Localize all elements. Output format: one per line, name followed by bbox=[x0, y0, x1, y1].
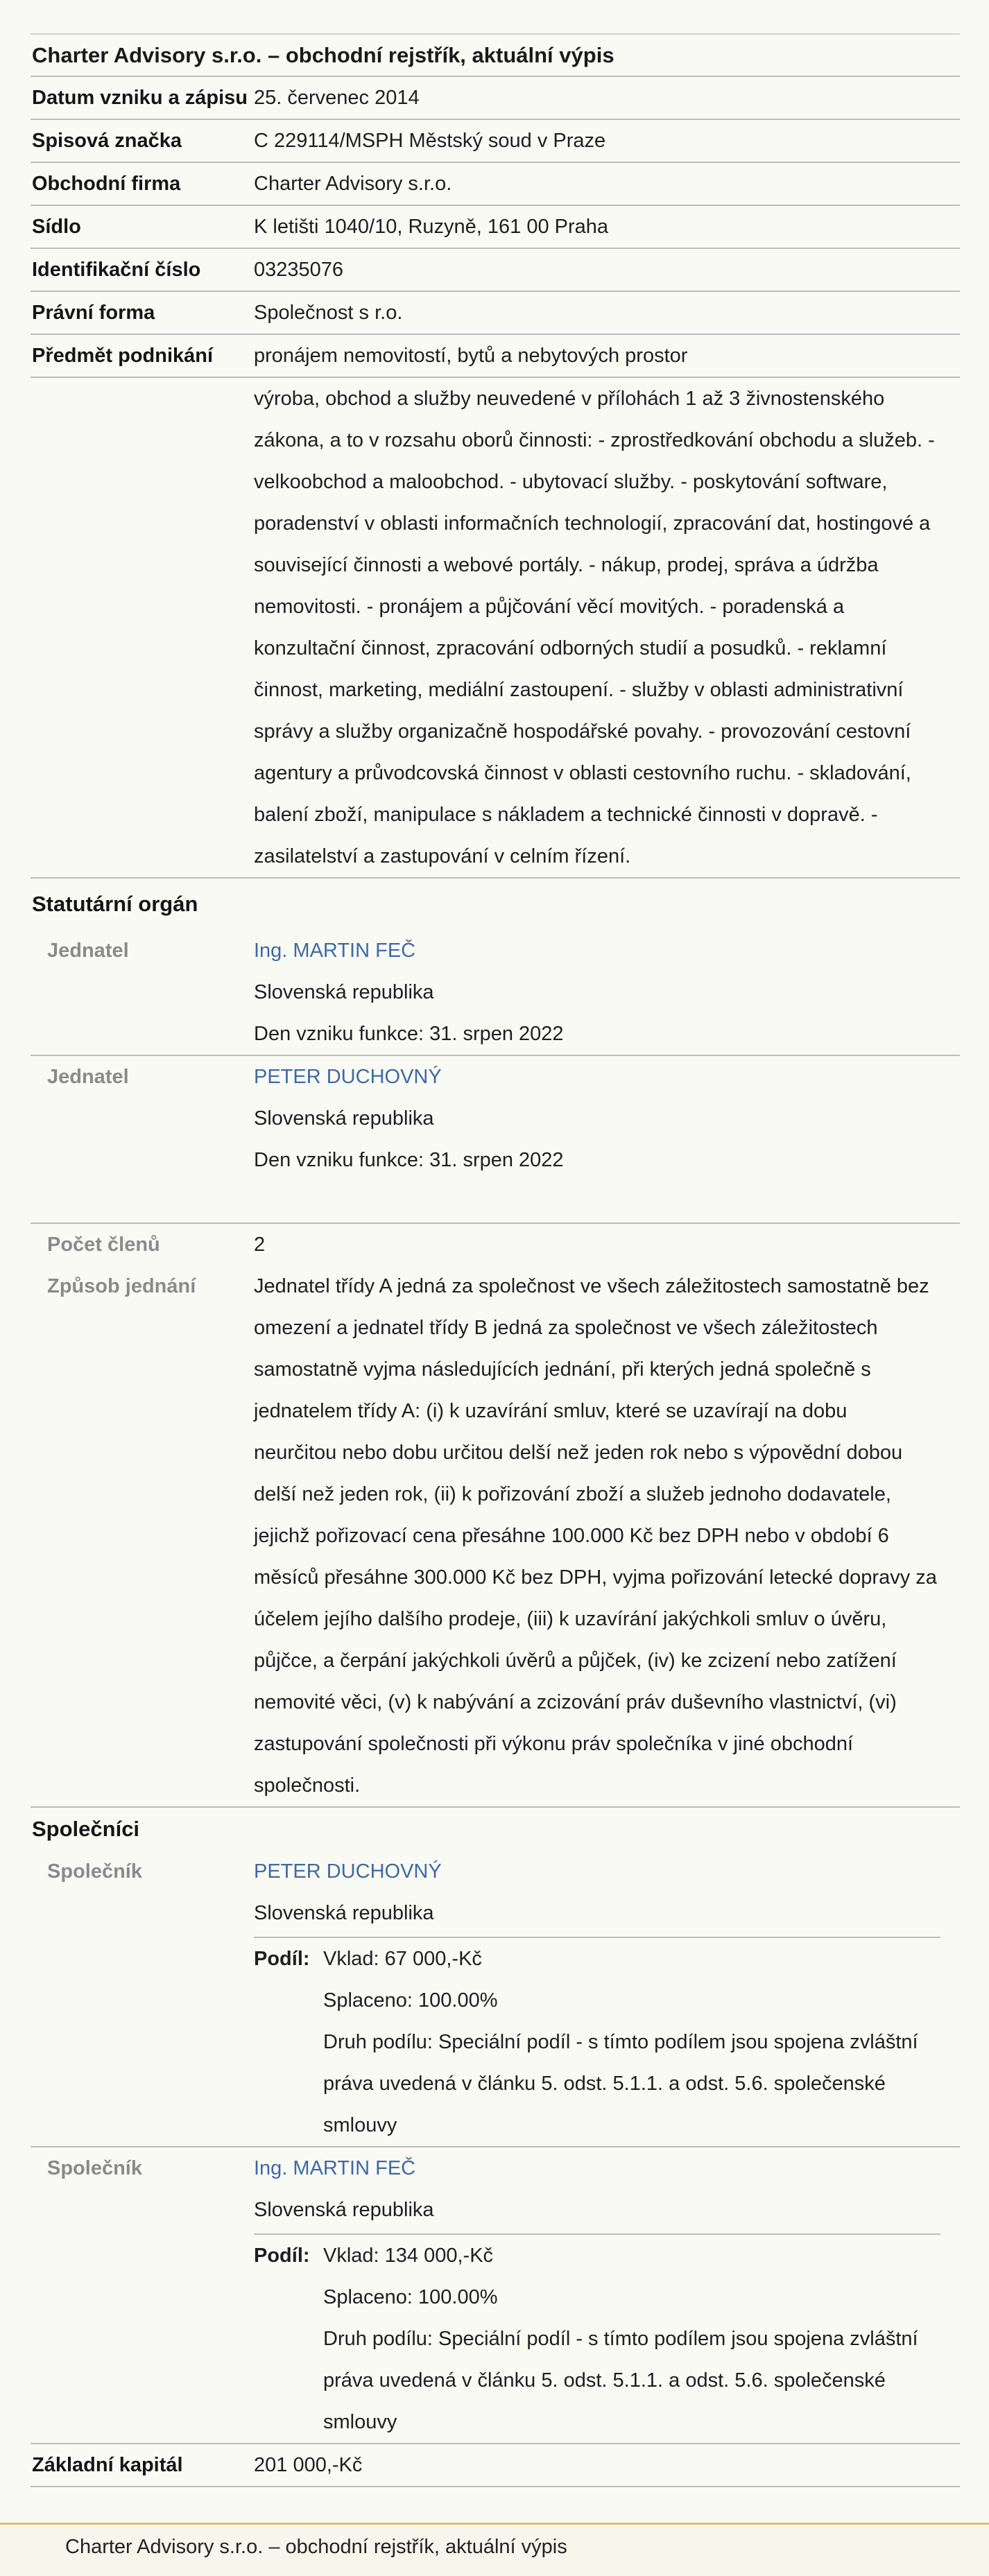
field-value: 03235076 bbox=[254, 259, 344, 281]
field-value: C 229114/MSPH Městský soud v Praze bbox=[254, 130, 606, 152]
acting-method bbox=[31, 1265, 960, 1808]
field-label: Sídlo bbox=[32, 216, 81, 238]
partner bbox=[31, 1851, 960, 2147]
acting-method-text: Jednatel třídy A jedná za společnost ve všech záležitostech samostatně bez omezení a jednatel třídy B jedná za společnost ve všech záležitostech samostatně vyjma následujících jednání, při kterých jedná společně s jednatelem třídy A: (i) k uzavírání smluv, které se uzavírají na dobu neurčitou nebo dobu určitou delší než jeden rok nebo s výpovědní dobou delší než jeden rok, (ii) k pořizování zboží a služeb jednoho dodavatele, jejichž pořizovací cena přesáhne 100.000 Kč bez DPH nebo v období 6 měsíců přesáhne 300.000 Kč bez DPH, vyjma pořizování letecké dopravy za účelem jejího dalšího prodeje, (iii) k uzavírání jakýchkoli smluv o úvěru, půjčce, a čerpání jakýchkoli úvěrů a půjček, (iv) ke zcizení nebo zatížení nemovité věci, (v) k nabývání a zcizování práv duševního vlastnictví, (vi) zastupování společnosti při výkonu práv společníka v jiné obchodní společnosti. bbox=[254, 1275, 937, 1797]
document-title: Charter Advisory s.r.o. – obchodní rejstřík, aktuální výpis bbox=[31, 33, 960, 77]
share-label: Podíl: bbox=[254, 1948, 310, 1970]
field-business-activity-extra bbox=[31, 378, 960, 879]
partners-heading: Společníci bbox=[32, 1817, 140, 1841]
field-label: Spisová značka bbox=[32, 130, 182, 152]
member-country: Slovenská republika bbox=[254, 981, 434, 1003]
member-count-value: 2 bbox=[254, 1234, 266, 1256]
share-details: Vklad: 134 000,-Kč Splaceno: 100.00% Druh podílu: Speciální podíl - s tímto podílem jsou spojena zvláštní práva uvedená v článku 5. odst. 5.1.1. a odst. 5.6. společenské smlouvy bbox=[323, 2245, 918, 2433]
footer-title: Charter Advisory s.r.o. – obchodní rejstřík, aktuální výpis bbox=[65, 2536, 567, 2558]
field-label: Datum vzniku a zápisu bbox=[32, 87, 248, 109]
field-label bbox=[31, 378, 254, 877]
field-value: Společnost s r.o. bbox=[254, 302, 403, 324]
member-role: Jednatel bbox=[47, 1066, 129, 1088]
share-block bbox=[254, 2233, 940, 2443]
share-details: Vklad: 67 000,-Kč Splaceno: 100.00% Druh podílu: Speciální podíl - s tímto podílem jsou spojena zvláštní práva uvedená v článku 5. odst. 5.1.1. a odst. 5.6. společenské smlouvy bbox=[323, 1948, 918, 2136]
field-value: K letišti 1040/10, Ruzyně, 161 00 Praha bbox=[254, 216, 609, 238]
member-name-link[interactable]: PETER DUCHOVNÝ bbox=[254, 1066, 442, 1088]
field-value: výroba, obchod a služby neuvedené v přílohách 1 až 3 živnostenského zákona, a to v rozsahu oborů činnosti: - zprostředkování obchodu a služeb. - velkoobchod a maloobchod. - ubytovací služby. - poskytování software, poradenství v oblasti informačních technologií, zpracování dat, hostingové a související činnosti a webové portály. - nákup, prodej, správa a údržba nemovitosti. - pronájem a půjčování věcí movitých. - poradenská a konzultační činnost, zpracování odborných studií a posudků. - reklamní činnost, marketing, mediální zastoupení. - služby v oblasti administrativní správy a služby organizačně hospodářské povahy. - provozování cestovní agentury a průvodcovská činnost v oblasti cestovního ruchu. - skladování, balení zboží, manipulace s nákladem a technické činnosti v dopravě. - zasilatelství a zastupování v celním řízení. bbox=[254, 388, 935, 867]
statutory-member bbox=[31, 1056, 960, 1224]
partner bbox=[31, 2147, 960, 2444]
member-name-link[interactable]: Ing. MARTIN FEČ bbox=[254, 940, 416, 962]
field-label: Obchodní firma bbox=[32, 173, 181, 195]
member-since: Den vzniku funkce: 31. srpen 2022 bbox=[254, 1023, 564, 1045]
field-id-number bbox=[31, 249, 960, 292]
field-value: Charter Advisory s.r.o. bbox=[254, 173, 452, 195]
acting-method-label: Způsob jednání bbox=[47, 1275, 196, 1297]
field-label: Právní forma bbox=[32, 302, 155, 324]
partner-name-link[interactable]: PETER DUCHOVNÝ bbox=[254, 1860, 442, 1883]
statutory-member bbox=[31, 930, 960, 1056]
field-file-number bbox=[31, 120, 960, 163]
share-label: Podíl: bbox=[254, 2245, 310, 2267]
partner-country: Slovenská republika bbox=[254, 2199, 434, 2221]
register-extract bbox=[31, 33, 960, 2487]
field-value: 25. červenec 2014 bbox=[254, 87, 420, 109]
field-label: Identifikační číslo bbox=[32, 259, 201, 281]
footer-bar bbox=[0, 2523, 989, 2576]
partner-role: Společník bbox=[47, 1860, 142, 1883]
partner-details bbox=[254, 1851, 960, 2146]
field-company-name bbox=[31, 163, 960, 206]
partner-role: Společník bbox=[47, 2157, 142, 2179]
member-country: Slovenská republika bbox=[254, 1107, 434, 1130]
member-since: Den vzniku funkce: 31. srpen 2022 bbox=[254, 1149, 564, 1171]
member-count bbox=[31, 1224, 960, 1265]
field-label: Předmět podnikání bbox=[32, 345, 214, 367]
field-value: 201 000,-Kč bbox=[254, 2454, 363, 2476]
share-block bbox=[254, 1937, 940, 2146]
field-founding-date bbox=[31, 77, 960, 120]
member-details bbox=[254, 930, 960, 1055]
partner-country: Slovenská republika bbox=[254, 1902, 434, 1924]
member-details bbox=[254, 1056, 960, 1222]
statutory-heading: Statutární orgán bbox=[32, 892, 198, 916]
field-legal-form bbox=[31, 292, 960, 335]
member-count-label: Počet členů bbox=[47, 1234, 160, 1256]
member-role: Jednatel bbox=[47, 940, 129, 962]
field-value: pronájem nemovitostí, bytů a nebytových prostor bbox=[254, 345, 688, 367]
field-label: Základní kapitál bbox=[32, 2454, 183, 2476]
partner-details bbox=[254, 2147, 960, 2443]
partner-name-link[interactable]: Ing. MARTIN FEČ bbox=[254, 2157, 416, 2179]
field-business-activity bbox=[31, 335, 960, 378]
field-share-capital bbox=[31, 2444, 960, 2487]
field-seat bbox=[31, 206, 960, 249]
